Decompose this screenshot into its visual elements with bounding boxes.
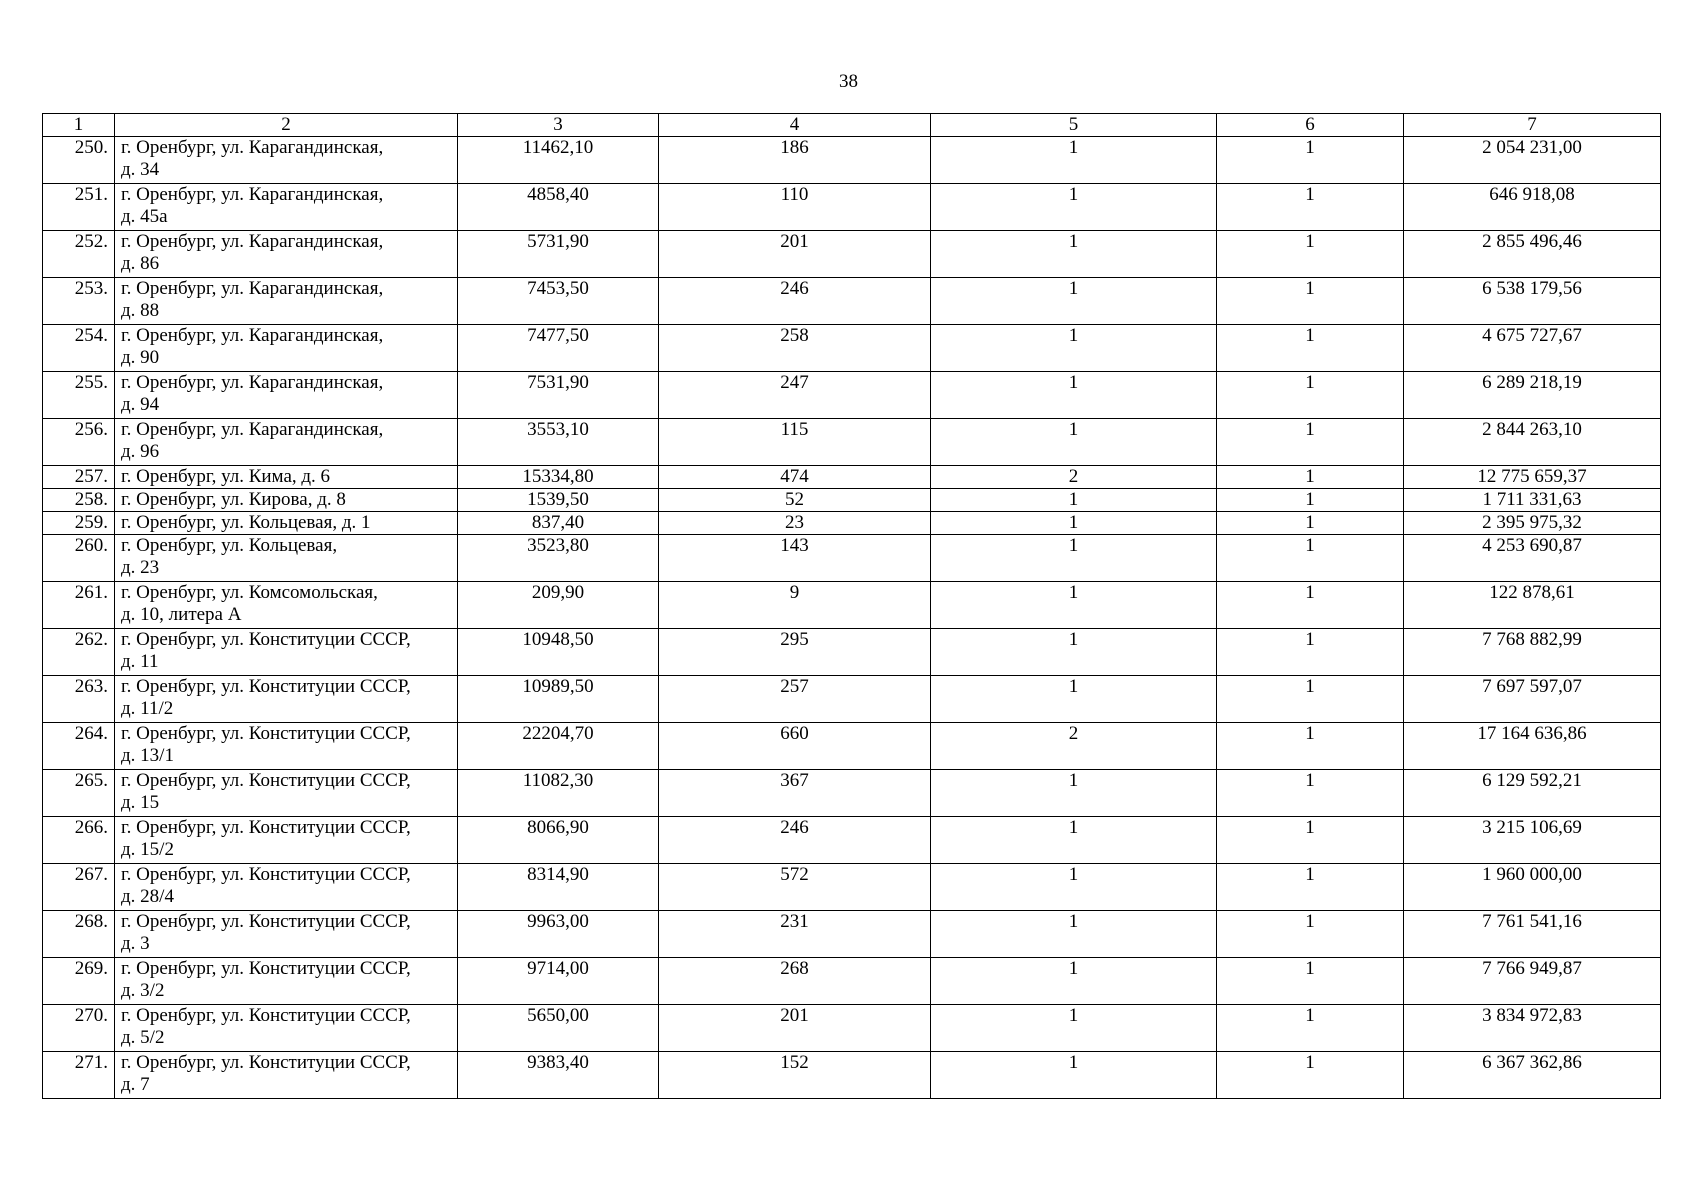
row-col5: 1: [931, 911, 1217, 958]
row-count: 474: [659, 466, 931, 489]
row-number: 258.: [43, 489, 115, 512]
row-number: 264.: [43, 723, 115, 770]
row-col6: 1: [1217, 1052, 1404, 1099]
row-col6: 1: [1217, 325, 1404, 372]
row-sum: 7 697 597,07: [1404, 676, 1661, 723]
row-count: 110: [659, 184, 931, 231]
row-count: 257: [659, 676, 931, 723]
table-row: [43, 676, 1661, 723]
row-area: 15334,80: [458, 466, 659, 489]
row-number: 250.: [43, 137, 115, 184]
row-count: 23: [659, 512, 931, 535]
table-row: [43, 535, 1661, 582]
row-count: 143: [659, 535, 931, 582]
row-area: 3523,80: [458, 535, 659, 582]
row-number: 265.: [43, 770, 115, 817]
row-col5: 1: [931, 629, 1217, 676]
row-area: 11462,10: [458, 137, 659, 184]
row-number: 269.: [43, 958, 115, 1005]
row-count: 201: [659, 231, 931, 278]
row-number: 259.: [43, 512, 115, 535]
row-col6: 1: [1217, 184, 1404, 231]
row-address: г. Оренбург, ул. Конституции СССР, д. 15/2: [115, 817, 458, 864]
row-col6: 1: [1217, 137, 1404, 184]
row-number: 261.: [43, 582, 115, 629]
row-col5: 1: [931, 137, 1217, 184]
row-address: г. Оренбург, ул. Карагандинская, д. 94: [115, 372, 458, 419]
row-sum: 6 538 179,56: [1404, 278, 1661, 325]
column-header-7: 7: [1404, 114, 1661, 137]
row-address: г. Оренбург, ул. Конституции СССР, д. 3: [115, 911, 458, 958]
row-count: 231: [659, 911, 931, 958]
column-header-1: 1: [43, 114, 115, 137]
row-number: 266.: [43, 817, 115, 864]
row-count: 367: [659, 770, 931, 817]
table-row: [43, 419, 1661, 466]
row-address: г. Оренбург, ул. Карагандинская, д. 45а: [115, 184, 458, 231]
row-col5: 1: [931, 489, 1217, 512]
row-address: г. Оренбург, ул. Конституции СССР, д. 7: [115, 1052, 458, 1099]
row-col5: 1: [931, 419, 1217, 466]
row-area: 5650,00: [458, 1005, 659, 1052]
row-count: 152: [659, 1052, 931, 1099]
row-number: 252.: [43, 231, 115, 278]
row-area: 9714,00: [458, 958, 659, 1005]
row-col5: 1: [931, 512, 1217, 535]
row-area: 209,90: [458, 582, 659, 629]
row-area: 7531,90: [458, 372, 659, 419]
row-col5: 1: [931, 770, 1217, 817]
row-col5: 1: [931, 582, 1217, 629]
table-row: [43, 582, 1661, 629]
row-area: 8314,90: [458, 864, 659, 911]
row-col5: 1: [931, 535, 1217, 582]
row-area: 7453,50: [458, 278, 659, 325]
row-address: г. Оренбург, ул. Конституции СССР, д. 15: [115, 770, 458, 817]
row-area: 22204,70: [458, 723, 659, 770]
row-address: г. Оренбург, ул. Комсомольская, д. 10, литера А: [115, 582, 458, 629]
row-address: г. Оренбург, ул. Карагандинская, д. 96: [115, 419, 458, 466]
row-col5: 1: [931, 372, 1217, 419]
row-address: г. Оренбург, ул. Конституции СССР, д. 28/4: [115, 864, 458, 911]
row-area: 10948,50: [458, 629, 659, 676]
row-sum: 4 253 690,87: [1404, 535, 1661, 582]
row-sum: 6 289 218,19: [1404, 372, 1661, 419]
row-col6: 1: [1217, 723, 1404, 770]
column-header-6: 6: [1217, 114, 1404, 137]
row-number: 267.: [43, 864, 115, 911]
row-address: г. Оренбург, ул. Конституции СССР, д. 3/2: [115, 958, 458, 1005]
table-row: [43, 1052, 1661, 1099]
row-number: 268.: [43, 911, 115, 958]
row-address: г. Оренбург, ул. Карагандинская, д. 88: [115, 278, 458, 325]
row-number: 257.: [43, 466, 115, 489]
row-number: 262.: [43, 629, 115, 676]
table-row: [43, 489, 1661, 512]
row-sum: 1 960 000,00: [1404, 864, 1661, 911]
row-address: г. Оренбург, ул. Конституции СССР, д. 13/1: [115, 723, 458, 770]
table-row: [43, 325, 1661, 372]
table-row: [43, 184, 1661, 231]
row-sum: 3 215 106,69: [1404, 817, 1661, 864]
row-col5: 1: [931, 864, 1217, 911]
row-number: 253.: [43, 278, 115, 325]
row-address: г. Оренбург, ул. Карагандинская, д. 86: [115, 231, 458, 278]
row-address: г. Оренбург, ул. Кольцевая, д. 23: [115, 535, 458, 582]
row-count: 247: [659, 372, 931, 419]
row-count: 660: [659, 723, 931, 770]
row-sum: 646 918,08: [1404, 184, 1661, 231]
row-area: 1539,50: [458, 489, 659, 512]
row-sum: 12 775 659,37: [1404, 466, 1661, 489]
row-col5: 1: [931, 325, 1217, 372]
row-sum: 3 834 972,83: [1404, 1005, 1661, 1052]
row-address: г. Оренбург, ул. Конституции СССР, д. 11: [115, 629, 458, 676]
row-sum: 6 129 592,21: [1404, 770, 1661, 817]
row-col6: 1: [1217, 466, 1404, 489]
row-col6: 1: [1217, 582, 1404, 629]
row-area: 8066,90: [458, 817, 659, 864]
row-number: 271.: [43, 1052, 115, 1099]
row-col6: 1: [1217, 512, 1404, 535]
table-row: [43, 278, 1661, 325]
row-sum: 17 164 636,86: [1404, 723, 1661, 770]
row-count: 52: [659, 489, 931, 512]
data-table: [42, 113, 1661, 1099]
table-body: [43, 114, 1661, 1099]
row-address: г. Оренбург, ул. Кима, д. 6: [115, 466, 458, 489]
row-sum: 2 395 975,32: [1404, 512, 1661, 535]
table-row: [43, 723, 1661, 770]
row-count: 186: [659, 137, 931, 184]
table-row: [43, 1005, 1661, 1052]
row-address: г. Оренбург, ул. Конституции СССР, д. 11/2: [115, 676, 458, 723]
row-sum: 6 367 362,86: [1404, 1052, 1661, 1099]
row-count: 295: [659, 629, 931, 676]
row-col6: 1: [1217, 535, 1404, 582]
row-number: 270.: [43, 1005, 115, 1052]
row-number: 255.: [43, 372, 115, 419]
row-col5: 2: [931, 723, 1217, 770]
row-col6: 1: [1217, 770, 1404, 817]
table-row: [43, 137, 1661, 184]
row-col6: 1: [1217, 489, 1404, 512]
table-row: [43, 770, 1661, 817]
row-area: 9383,40: [458, 1052, 659, 1099]
row-number: 256.: [43, 419, 115, 466]
row-count: 268: [659, 958, 931, 1005]
column-header-2: 2: [115, 114, 458, 137]
row-col6: 1: [1217, 372, 1404, 419]
row-col5: 2: [931, 466, 1217, 489]
row-col6: 1: [1217, 1005, 1404, 1052]
row-number: 263.: [43, 676, 115, 723]
row-count: 246: [659, 278, 931, 325]
row-area: 837,40: [458, 512, 659, 535]
row-col6: 1: [1217, 864, 1404, 911]
table-row: [43, 372, 1661, 419]
row-col6: 1: [1217, 911, 1404, 958]
table-header-row: [43, 114, 1661, 137]
row-sum: 122 878,61: [1404, 582, 1661, 629]
row-col6: 1: [1217, 231, 1404, 278]
row-area: 4858,40: [458, 184, 659, 231]
row-col6: 1: [1217, 958, 1404, 1005]
row-count: 9: [659, 582, 931, 629]
row-sum: 7 768 882,99: [1404, 629, 1661, 676]
row-area: 9963,00: [458, 911, 659, 958]
row-address: г. Оренбург, ул. Кольцевая, д. 1: [115, 512, 458, 535]
table-row: [43, 958, 1661, 1005]
row-area: 5731,90: [458, 231, 659, 278]
row-col5: 1: [931, 958, 1217, 1005]
row-count: 115: [659, 419, 931, 466]
row-col5: 1: [931, 676, 1217, 723]
row-number: 260.: [43, 535, 115, 582]
row-col5: 1: [931, 817, 1217, 864]
row-area: 3553,10: [458, 419, 659, 466]
row-count: 246: [659, 817, 931, 864]
row-col6: 1: [1217, 278, 1404, 325]
row-number: 251.: [43, 184, 115, 231]
row-sum: 2 855 496,46: [1404, 231, 1661, 278]
column-header-4: 4: [659, 114, 931, 137]
row-col6: 1: [1217, 676, 1404, 723]
table-row: [43, 864, 1661, 911]
row-count: 572: [659, 864, 931, 911]
row-col6: 1: [1217, 629, 1404, 676]
table-row: [43, 466, 1661, 489]
row-area: 7477,50: [458, 325, 659, 372]
row-col6: 1: [1217, 817, 1404, 864]
table-row: [43, 911, 1661, 958]
table-row: [43, 817, 1661, 864]
row-area: 10989,50: [458, 676, 659, 723]
column-header-5: 5: [931, 114, 1217, 137]
row-count: 201: [659, 1005, 931, 1052]
table-row: [43, 512, 1661, 535]
row-count: 258: [659, 325, 931, 372]
row-col5: 1: [931, 184, 1217, 231]
row-col6: 1: [1217, 419, 1404, 466]
row-sum: 2 054 231,00: [1404, 137, 1661, 184]
row-number: 254.: [43, 325, 115, 372]
table-row: [43, 231, 1661, 278]
row-sum: 2 844 263,10: [1404, 419, 1661, 466]
row-address: г. Оренбург, ул. Конституции СССР, д. 5/2: [115, 1005, 458, 1052]
row-sum: 7 761 541,16: [1404, 911, 1661, 958]
row-sum: 7 766 949,87: [1404, 958, 1661, 1005]
row-address: г. Оренбург, ул. Карагандинская, д. 90: [115, 325, 458, 372]
column-header-3: 3: [458, 114, 659, 137]
table-row: [43, 629, 1661, 676]
row-sum: 1 711 331,63: [1404, 489, 1661, 512]
row-col5: 1: [931, 278, 1217, 325]
row-address: г. Оренбург, ул. Кирова, д. 8: [115, 489, 458, 512]
page-number: 38: [839, 71, 858, 92]
row-address: г. Оренбург, ул. Карагандинская, д. 34: [115, 137, 458, 184]
row-sum: 4 675 727,67: [1404, 325, 1661, 372]
row-col5: 1: [931, 231, 1217, 278]
row-col5: 1: [931, 1052, 1217, 1099]
row-col5: 1: [931, 1005, 1217, 1052]
row-area: 11082,30: [458, 770, 659, 817]
